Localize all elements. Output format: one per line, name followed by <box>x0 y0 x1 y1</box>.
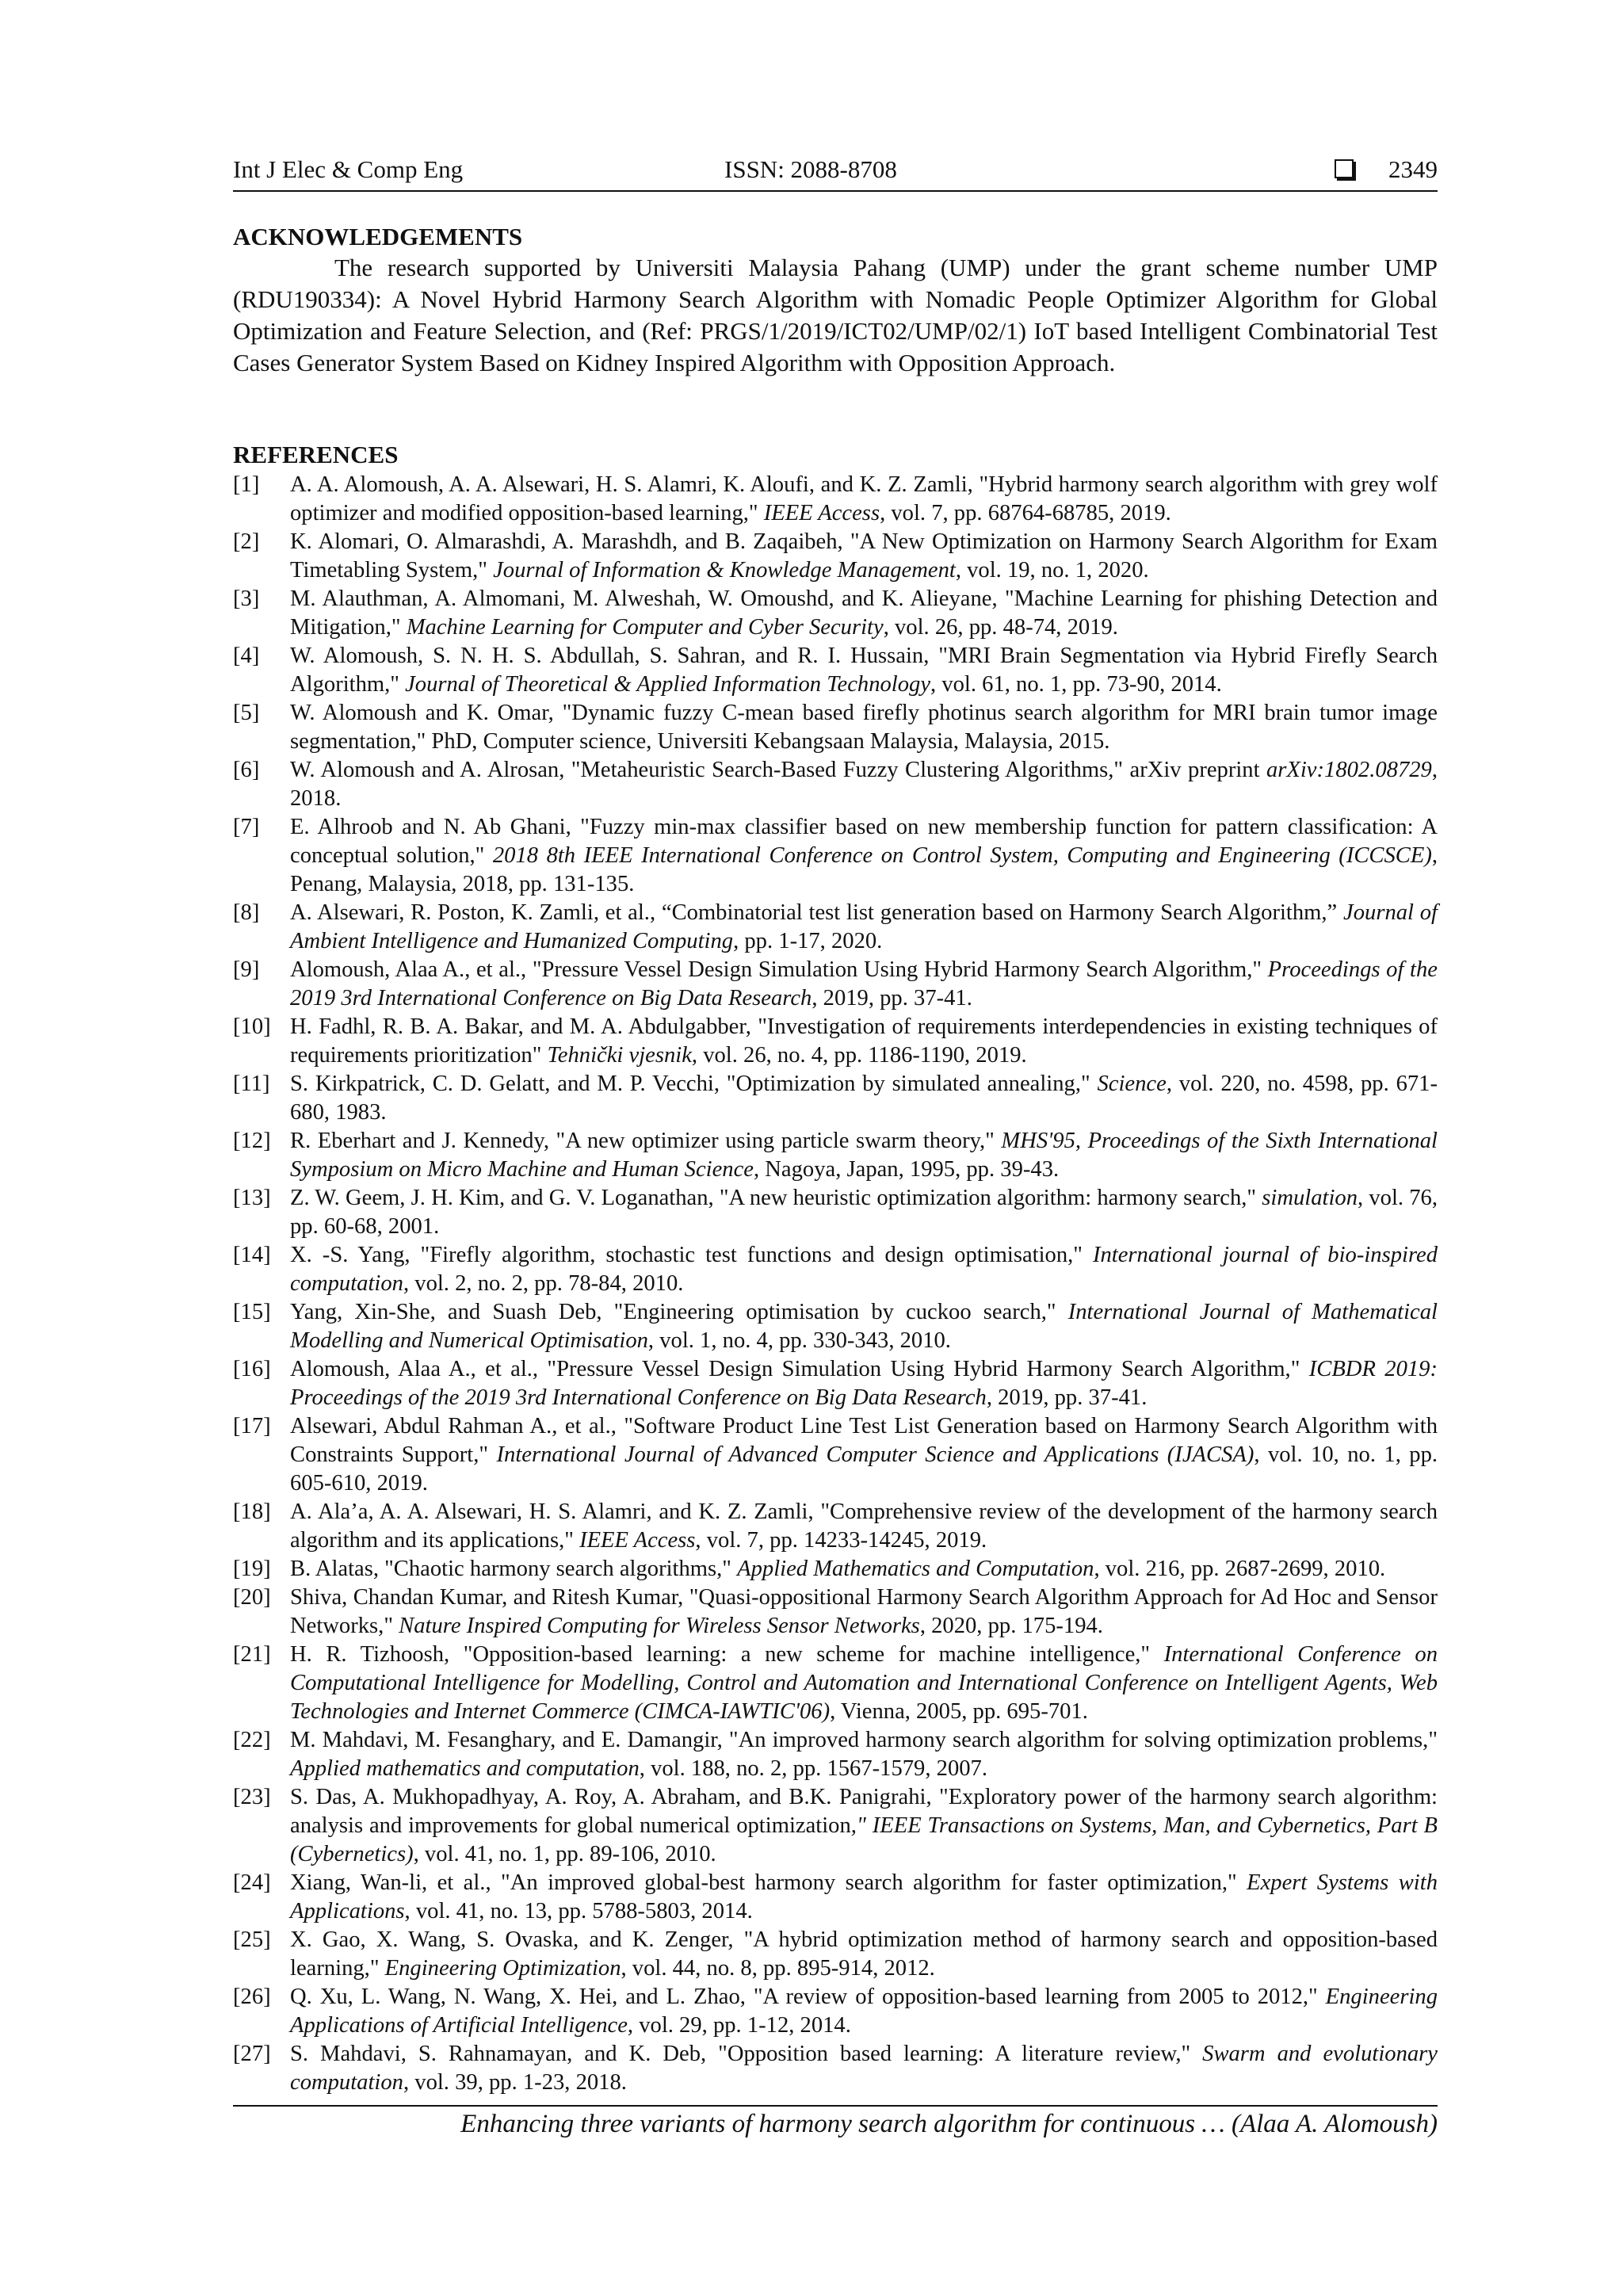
reference-text <box>290 586 1438 640</box>
reference-item <box>233 1298 1438 1355</box>
reference-details: , vol. 10, no. 1, pp. 605-610, 2019. <box>290 1442 1438 1496</box>
reference-details: , 2018. <box>290 758 1438 811</box>
reference-authors-title: Alsewari, Abdul Rahman A., et al., "Software Product Line Test List Generation based on Harmony Search Algorithm with Constraints Support," <box>290 1414 1438 1467</box>
reference-item <box>233 1241 1438 1298</box>
reference-text <box>290 1186 1438 1239</box>
reference-authors-title: Q. Xu, L. Wang, N. Wang, X. Hei, and L. Zhao, "A review of opposition-based learning from 2005 to 2012," <box>290 1985 1326 2009</box>
reference-number: [16] <box>233 1357 271 1381</box>
reference-venue: MHS'95, Proceedings of the Sixth International Symposium on Micro Machine and Human Science <box>290 1129 1438 1182</box>
footer-rule <box>233 2105 1438 2107</box>
reference-venue: arXiv:1802.08729 <box>1266 758 1432 782</box>
reference-venue: IEEE Access <box>579 1528 696 1553</box>
reference-venue: simulation <box>1262 1186 1358 1210</box>
reference-number: [12] <box>233 1129 271 1153</box>
reference-venue: Engineering Optimization <box>384 1956 621 1981</box>
reference-details: , vol. 41, no. 1, pp. 89-106, 2010. <box>413 1842 716 1866</box>
reference-venue: Journal of Ambient Intelligence and Humanized Computing <box>290 900 1438 953</box>
reference-item <box>233 813 1438 899</box>
reference-details: , vol. 26, no. 4, pp. 1186-1190, 2019. <box>691 1043 1027 1068</box>
reference-item <box>233 899 1438 956</box>
reference-item <box>233 756 1438 813</box>
reference-number: [19] <box>233 1557 271 1581</box>
reference-venue: Expert Systems with Applications <box>290 1870 1438 1924</box>
reference-details: , 2019, pp. 37-41. <box>986 1385 1148 1410</box>
square-box-icon <box>1335 159 1354 178</box>
reference-details: , vol. 76, pp. 60-68, 2001. <box>290 1186 1438 1239</box>
reference-item <box>233 1983 1438 2040</box>
reference-authors-title: R. Eberhart and J. Kennedy, "A new optimizer using particle swarm theory," <box>290 1129 1002 1153</box>
reference-details: , Penang, Malaysia, 2018, pp. 131-135. <box>290 843 1438 896</box>
reference-item <box>233 1013 1438 1070</box>
reference-authors-title: Z. W. Geem, J. H. Kim, and G. V. Loganathan, "A new heuristic optimization algorithm: harmony search," <box>290 1186 1262 1210</box>
acknowledgements-body: The research supported by Universiti Malaysia Pahang (UMP) under the grant scheme number UMP (RDU190334): A Novel Hybrid Harmony Search Algorithm with Nomadic People Optimizer Algorithm for Global Optimization and Feature Selection, and (Ref: PRGS/1/2019/ICT02/UMP/02/1) IoT based Intelligent Combinatorial Test Cases Generator System Based on Kidney Inspired Algorithm with Opposition Approach. <box>233 254 1438 376</box>
page-number-group <box>1335 155 1438 184</box>
reference-details: , vol. 41, no. 13, pp. 5788-5803, 2014. <box>404 1899 753 1924</box>
reference-authors-title: W. Alomoush, S. N. H. S. Abdullah, S. Sahran, and R. I. Hussain, "MRI Brain Segmentation via Hybrid Firefly Search Algorithm," <box>290 644 1438 697</box>
reference-venue: International Journal of Mathematical Modelling and Numerical Optimisation <box>290 1300 1438 1353</box>
reference-text <box>290 1870 1438 1924</box>
reference-number: [24] <box>233 1870 271 1895</box>
reference-authors-title: S. Mahdavi, S. Rahnamayan, and K. Deb, "Opposition based learning: A literature review," <box>290 2042 1203 2066</box>
reference-details: , vol. 1, no. 4, pp. 330-343, 2010. <box>647 1328 951 1353</box>
reference-item <box>233 699 1438 756</box>
reference-venue: Nature Inspired Computing for Wireless Sensor Networks <box>399 1614 920 1638</box>
reference-item <box>233 1184 1438 1241</box>
reference-details: , Nagoya, Japan, 1995, pp. 39-43. <box>753 1157 1060 1182</box>
reference-venue: Science <box>1097 1072 1167 1096</box>
reference-number: [26] <box>233 1985 271 2009</box>
reference-number: [9] <box>233 957 260 982</box>
reference-text <box>290 957 1438 1010</box>
page-number: 2349 <box>1388 155 1438 183</box>
reference-number: [10] <box>233 1014 271 1039</box>
reference-authors-title: A. Ala’a, A. A. Alsewari, H. S. Alamri, and K. Z. Zamli, "Comprehensive review of the development of the harmony search algorithm and its applications," <box>290 1499 1438 1553</box>
reference-authors-title: M. Mahdavi, M. Fesanghary, and E. Damangir, "An improved harmony search algorithm for solving optimization problems," <box>290 1728 1438 1752</box>
reference-authors-title: K. Alomari, O. Almarashdi, A. Marashdh, and B. Zaqaibeh, "A New Optimization on Harmony Search Algorithm for Exam Timetabling System," <box>290 529 1438 583</box>
reference-authors-title: E. Alhroob and N. Ab Ghani, "Fuzzy min-max classifier based on new membership function for pattern classification: A conceptual solution," <box>290 815 1438 868</box>
references-heading: REFERENCES <box>233 441 399 468</box>
reference-details: , vol. 19, no. 1, 2020. <box>955 558 1149 583</box>
reference-text <box>290 701 1438 754</box>
reference-text <box>290 1499 1438 1553</box>
reference-details: , pp. 1-17, 2020. <box>733 929 883 953</box>
reference-authors-title: Alomoush, Alaa A., et al., "Pressure Vessel Design Simulation Using Hybrid Harmony Search Algorithm," <box>290 1357 1309 1381</box>
reference-venue: International Journal of Advanced Computer Science and Applications (IJACSA) <box>496 1442 1254 1467</box>
reference-number: [22] <box>233 1728 271 1752</box>
reference-authors-title: Yang, Xin-She, and Suash Deb, "Engineering optimisation by cuckoo search," <box>290 1300 1068 1324</box>
reference-authors-title: X. Gao, X. Wang, S. Ovaska, and K. Zenger, "A hybrid optimization method of harmony search and opposition-based learning," <box>290 1927 1438 1981</box>
reference-text <box>290 815 1438 896</box>
reference-authors-title: A. A. Alomoush, A. A. Alsewari, H. S. Alamri, K. Aloufi, and K. Z. Zamli, "Hybrid harmony search algorithm with grey wolf optimizer and modified opposition-based learning," <box>290 472 1438 525</box>
reference-item <box>233 1412 1438 1498</box>
reference-text <box>290 1357 1438 1410</box>
reference-authors-title: Alomoush, Alaa A., et al., "Pressure Vessel Design Simulation Using Hybrid Harmony Search Algorithm," <box>290 957 1268 982</box>
reference-text <box>290 1785 1438 1866</box>
reference-number: [6] <box>233 758 260 782</box>
reference-text <box>290 900 1438 953</box>
reference-number: [1] <box>233 472 260 497</box>
journal-name: Int J Elec & Comp Eng <box>233 155 464 183</box>
reference-text <box>290 1243 1438 1296</box>
reference-text <box>290 1642 1438 1724</box>
reference-number: [8] <box>233 900 260 925</box>
reference-text <box>290 529 1438 583</box>
acknowledgements-heading: ACKNOWLEDGEMENTS <box>233 223 523 250</box>
reference-venue: Applied Mathematics and Computation <box>737 1557 1094 1581</box>
reference-authors-title: S. Kirkpatrick, C. D. Gelatt, and M. P. Vecchi, "Optimization by simulated annealing," <box>290 1072 1098 1096</box>
reference-venue: International journal of bio-inspired computation <box>290 1243 1438 1296</box>
reference-authors-title: M. Alauthman, A. Almomani, M. Alweshah, W. Omoushd, and K. Alieyane, "Machine Learning for phishing Detection and Mitigation," <box>290 586 1438 640</box>
reference-venue: Swarm and evolutionary computation <box>290 2042 1438 2095</box>
reference-text <box>290 2042 1438 2095</box>
reference-item <box>233 1355 1438 1412</box>
reference-item <box>233 1498 1438 1555</box>
reference-item <box>233 1555 1438 1584</box>
reference-number: [13] <box>233 1186 271 1210</box>
reference-venue: Journal of Information & Knowledge Management <box>493 558 956 583</box>
reference-details: , vol. 220, no. 4598, pp. 671-680, 1983. <box>290 1072 1438 1125</box>
reference-details: , vol. 188, no. 2, pp. 1567-1579, 2007. <box>639 1756 987 1781</box>
reference-venue: International Conference on Computational Intelligence for Modelling, Control and Automation and International Conference on Intelligent Agents, Web Technologies and Internet Commerce (CIMCA-IAWTIC'06) <box>290 1642 1438 1724</box>
reference-details: , vol. 29, pp. 1-12, 2014. <box>627 2013 851 2038</box>
reference-authors-title: Shiva, Chandan Kumar, and Ritesh Kumar, "Quasi-oppositional Harmony Search Algorithm Approach for Ad Hoc and Sensor Networks," <box>290 1585 1438 1638</box>
reference-details: , vol. 26, pp. 48-74, 2019. <box>883 615 1118 640</box>
reference-venue: Engineering Applications of Artificial Intelligence <box>290 1985 1438 2038</box>
reference-item <box>233 1641 1438 1726</box>
reference-number: [3] <box>233 586 260 611</box>
reference-text <box>290 1728 1438 1781</box>
reference-number: [17] <box>233 1414 271 1438</box>
reference-venue: ," IEEE Transactions on Systems, Man, and Cybernetics, Part B (Cybernetics) <box>290 1813 1438 1866</box>
reference-authors-title: B. Alatas, "Chaotic harmony search algorithms," <box>290 1557 738 1581</box>
reference-text <box>290 1072 1438 1125</box>
paper-page <box>233 0 1438 2296</box>
reference-list <box>233 471 1438 2097</box>
reference-venue: Machine Learning for Computer and Cyber Security <box>406 615 884 640</box>
reference-text <box>290 1927 1438 1981</box>
running-header <box>233 155 1438 192</box>
reference-venue: Applied mathematics and computation <box>290 1756 640 1781</box>
reference-details: , vol. 216, pp. 2687-2699, 2010. <box>1094 1557 1386 1581</box>
reference-number: [5] <box>233 701 260 725</box>
reference-item <box>233 2040 1438 2097</box>
reference-item <box>233 471 1438 528</box>
reference-venue: Journal of Theoretical & Applied Information Technology <box>405 672 931 697</box>
reference-details: , vol. 2, no. 2, pp. 78-84, 2010. <box>403 1271 684 1296</box>
reference-item <box>233 1926 1438 1983</box>
reference-venue: 2018 8th IEEE International Conference on Control System, Computing and Engineering (ICCSCE) <box>492 843 1432 868</box>
reference-item <box>233 1127 1438 1184</box>
reference-authors-title: Xiang, Wan-li, et al., "An improved global-best harmony search algorithm for faster optimization," <box>290 1870 1247 1895</box>
reference-venue: Tehnički vjesnik <box>547 1043 692 1068</box>
reference-details: , vol. 61, no. 1, pp. 73-90, 2014. <box>930 672 1222 697</box>
reference-item <box>233 528 1438 585</box>
reference-number: [15] <box>233 1300 271 1324</box>
reference-authors-title: A. Alsewari, R. Poston, K. Zamli, et al., “Combinatorial test list generation based on Harmony Search Algorithm,” <box>290 900 1344 925</box>
reference-authors-title: H. R. Tizhoosh, "Opposition-based learning: a new scheme for machine intelligence," <box>290 1642 1164 1667</box>
reference-number: [14] <box>233 1243 271 1267</box>
reference-text <box>290 1129 1438 1182</box>
reference-details: , Vienna, 2005, pp. 695-701. <box>830 1699 1088 1724</box>
reference-text <box>290 644 1438 697</box>
reference-text <box>290 472 1438 525</box>
reference-text <box>290 1585 1438 1638</box>
reference-number: [23] <box>233 1785 271 1809</box>
reference-number: [2] <box>233 529 260 554</box>
reference-item <box>233 1070 1438 1127</box>
reference-item <box>233 585 1438 642</box>
reference-details: , 2019, pp. 37-41. <box>812 986 972 1010</box>
reference-text <box>290 758 1438 811</box>
reference-authors-title: S. Das, A. Mukhopadhyay, A. Roy, A. Abraham, and B.K. Panigrahi, "Exploratory power of the harmony search algorithm: analysis and improvements for global numerical optimization <box>290 1785 1438 1838</box>
reference-item <box>233 1783 1438 1869</box>
reference-number: [25] <box>233 1927 271 1952</box>
reference-details: , vol. 7, pp. 14233-14245, 2019. <box>695 1528 987 1553</box>
reference-authors-title: W. Alomoush and K. Omar, "Dynamic fuzzy C-mean based firefly photinus search algorithm for MRI brain tumor image segmentation," PhD, Computer science, Universiti Kebangsaan Malaysia, Malaysia, 2015. <box>290 701 1438 754</box>
running-footer: Enhancing three variants of harmony search algorithm for continuous … (Alaa A. Alomoush) <box>460 2110 1438 2138</box>
reference-item <box>233 956 1438 1013</box>
reference-venue: IEEE Access <box>763 501 880 525</box>
reference-number: [20] <box>233 1585 271 1610</box>
reference-details: , vol. 44, no. 8, pp. 895-914, 2012. <box>621 1956 935 1981</box>
reference-number: [7] <box>233 815 260 839</box>
reference-details: , vol. 7, pp. 68764-68785, 2019. <box>880 501 1171 525</box>
reference-authors-title: W. Alomoush and A. Alrosan, "Metaheuristic Search-Based Fuzzy Clustering Algorithms," arXiv preprint <box>290 758 1266 782</box>
reference-number: [4] <box>233 644 260 668</box>
reference-venue: Proceedings of the 2019 3rd International Conference on Big Data Research <box>290 957 1438 1010</box>
reference-venue: ICBDR 2019: Proceedings of the 2019 3rd International Conference on Big Data Research <box>290 1357 1438 1410</box>
reference-text <box>290 1014 1438 1068</box>
reference-number: [21] <box>233 1642 271 1667</box>
issn: ISSN: 2088-8708 <box>724 155 897 183</box>
reference-item <box>233 642 1438 699</box>
reference-text <box>290 1557 1385 1581</box>
reference-number: [11] <box>233 1072 270 1096</box>
reference-item <box>233 1869 1438 1926</box>
reference-number: [27] <box>233 2042 271 2066</box>
reference-item <box>233 1584 1438 1641</box>
reference-text <box>290 1414 1438 1496</box>
reference-number: [18] <box>233 1499 271 1524</box>
reference-authors-title: H. Fadhl, R. B. A. Bakar, and M. A. Abdulgabber, "Investigation of requirements interdependencies in existing techniques of requirements prioritization" <box>290 1014 1438 1068</box>
reference-authors-title: X. -S. Yang, "Firefly algorithm, stochastic test functions and design optimisation," <box>290 1243 1093 1267</box>
reference-details: , 2020, pp. 175-194. <box>919 1614 1103 1638</box>
reference-text <box>290 1300 1438 1353</box>
reference-item <box>233 1726 1438 1783</box>
reference-text <box>290 1985 1438 2038</box>
reference-details: , vol. 39, pp. 1-23, 2018. <box>403 2070 627 2095</box>
